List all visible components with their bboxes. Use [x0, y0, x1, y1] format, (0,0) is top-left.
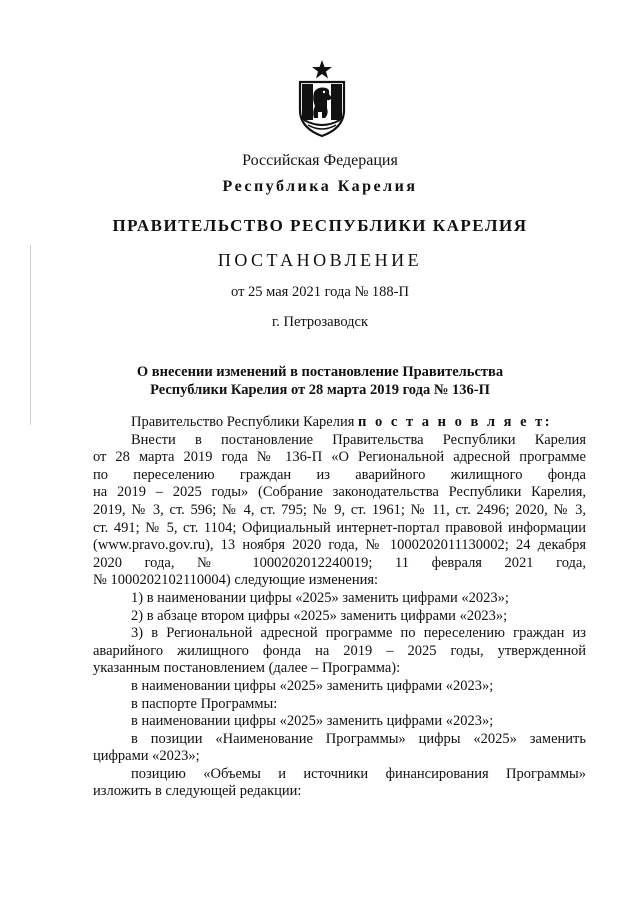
document-type: ПОСТАНОВЛЕНИЕ [217, 250, 423, 270]
text-line: изложить в следующей редакции: [93, 783, 302, 800]
intro-prefix: Правительство Республики Карелия [131, 414, 359, 430]
intro-paragraph [93, 414, 586, 432]
text-line: 2020 года, № 1000202012240019; 11 февраля 2021 года, [93, 554, 586, 571]
text-line: на 2019 – 2025 годы» (Собрание законодательства Республики Карелия, [93, 484, 586, 501]
list-item [93, 766, 586, 801]
text-line: цифрами «2023»; [93, 748, 200, 765]
text-line: Внести в постановление Правительства Республики Карелия [131, 431, 586, 448]
list-item: в паспорте Программы: [131, 695, 278, 712]
text-line: 2019, № 3, ст. 596; № 4, ст. 795; № 9, ст. 1961; № 11, ст. 2496; 2020, № 3, [93, 501, 586, 518]
text-line: № 1000202102110004) следующие изменения: [93, 572, 379, 589]
header-federation: Российская Федерация [242, 152, 398, 169]
intro-action: п о с т а н о в л я е т: [358, 414, 553, 430]
subject-line: Республики Карелия от 28 марта 2019 года № 136-П [150, 382, 490, 398]
list-item [93, 731, 586, 766]
karelia-coat-of-arms-icon [296, 58, 348, 138]
text-line: в позиции «Наименование Программы» цифры «2025» заменить [131, 730, 586, 747]
text-line: 3) в Региональной адресной программе по переселению граждан из [131, 625, 586, 642]
text-line: указанным постановлением (далее – Программа): [93, 660, 401, 677]
list-item: 2) в абзаце втором цифры «2025» заменить цифрами «2023»; [131, 607, 508, 624]
list-item: 1) в наименовании цифры «2025» заменить цифрами «2023»; [131, 589, 509, 606]
list-item [93, 625, 586, 678]
document-body [93, 414, 586, 801]
text-line: по переселению граждан из аварийного жилищного фонда [93, 466, 586, 483]
paragraph-1 [93, 432, 586, 590]
text-line: (www.pravo.gov.ru), 13 ноября 2020 года, № 1000202011130002; 24 декабря [93, 537, 586, 554]
document-subject [0, 363, 640, 399]
list-item: в наименовании цифры «2025» заменить цифрами «2023»; [131, 677, 494, 694]
text-line: от 28 марта 2019 года № 136-П «О Региональной адресной программе [93, 449, 586, 466]
text-line: позицию «Объемы и источники финансирования Программы» [131, 765, 586, 782]
header-government: ПРАВИТЕЛЬСТВО РЕСПУБЛИКИ КАРЕЛИЯ [112, 216, 528, 235]
text-line: аварийного жилищного фонда на 2019 – 2025 годы, утвержденной [93, 642, 586, 659]
document-date-number: от 25 мая 2021 года № 188-П [231, 284, 409, 300]
header-republic: Республика Карелия [222, 178, 418, 195]
list-item: в наименовании цифры «2025» заменить цифрами «2023»; [131, 713, 494, 730]
subject-line: О внесении изменений в постановление Правительства [136, 364, 504, 380]
document-city: г. Петрозаводск [271, 314, 369, 330]
text-line: ст. 491; № 5, ст. 1104; Официальный интернет-портал правовой информации [93, 519, 586, 536]
